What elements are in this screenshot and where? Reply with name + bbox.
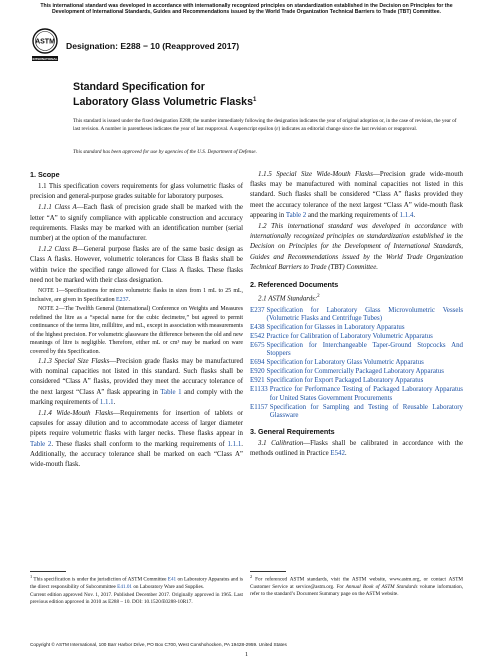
ref-code[interactable]: E1157 <box>250 403 268 411</box>
link-1-1-1[interactable]: 1.1.1 <box>227 440 242 448</box>
ref-item[interactable] <box>250 404 463 421</box>
footnote-1-para-2: Current edition approved Nov. 1, 2017. Published December 2017. Originally approved in 1965. Last previous edition approved in 2010 as E288 – 10. DOI: 10.1520/E0288-10R17. <box>30 592 243 605</box>
astm-logo-icon <box>30 28 60 68</box>
logo-subtext: INTERNATIONAL <box>32 57 58 61</box>
top-notice: This international standard was developed in accordance with internationally recognized principles on standardization established in the Decision on Principles for the Development of International Standards, Guides and Recommendations issued by the World Trade Organization Technical Barriers to Trade (TBT) Committee. <box>40 3 453 16</box>
title-main: Laboratory Glass Volumetric Flasks <box>73 95 253 108</box>
para-1-1-3-label: 1.1.3 Special Size Flasks <box>38 358 110 366</box>
para-1-1-3-text-b: and comply with the marking requirements of <box>30 388 243 406</box>
link-1-1-4[interactable]: 1.1.4 <box>399 211 414 219</box>
ref-item[interactable] <box>250 377 463 385</box>
para-1-1-2-label: 1.1.2 Class B <box>38 246 77 254</box>
para-1-1-1 <box>30 203 243 244</box>
ref-title[interactable]: Specification for Sampling and Testing of Reusable Laboratory Glassware <box>269 403 463 420</box>
astm-standards-footnote-mark: 2 <box>317 294 320 300</box>
footnote-divider-right <box>250 571 286 572</box>
para-1-1-5-text-a: —Precision grade wide-mouth flasks may be manufactured with nominal capacities not listed in this standard. Such flasks shall be considered “Class A” flasks provided they meet the accuracy tolerance of the next largest “Class A” wide-mouth flask appearing in <box>250 171 463 219</box>
left-column <box>30 170 243 471</box>
page-number: 1 <box>244 651 249 658</box>
link-table-1[interactable]: Table 1 <box>160 388 182 396</box>
ref-code[interactable]: E694 <box>250 359 265 367</box>
astm-logo <box>30 28 60 68</box>
para-1-1-2-text: —General purpose flasks are of the same basic design as Class A flasks. However, volumetric tolerances for Class B flasks shall be within twice the specified range allowed for Class A flasks. These flasks need not be marked with their class designation. <box>30 246 243 284</box>
para-1-1-4 <box>30 409 243 470</box>
ref-item[interactable] <box>250 386 463 403</box>
note-1-text: NOTE 1—Specifications for micro volumetric flasks in sizes from 1 mL to 25 mL, inclusive, are given in Specification <box>30 288 243 303</box>
section-heading-referenced-documents: 2. Referenced Documents <box>250 280 339 290</box>
note-2: NOTE 2—The Twelfth General (International) Conference on Weights and Measures redefined the litre as a “special name for the cubic decimetre,” but agreed to permit continuance of the terms litre, millilitre, and mL, except in association with measurements of the highest precision. For volumetric glassware the difference between the old and new meanings of litre is negligible. Therefore, either mL or cm³ may be marked on ware covered by this Specification. <box>30 306 243 355</box>
ref-code[interactable]: E542 <box>250 332 265 340</box>
footnote-1 <box>30 574 243 607</box>
footnote-2-text-a: For referenced ASTM standards, visit the ASTM website, www.astm.org, or contact ASTM Customer Service at service@astm.org. For <box>250 576 463 590</box>
footnote-1-text-a: This specification is under the jurisdiction of ASTM Committee <box>32 576 168 583</box>
footnote-1-text-c: on Laboratory Ware and Supplies. <box>132 583 205 590</box>
ref-title[interactable]: Specification for Laboratory Glass Microvolumetric Vessels (Volumetric Flasks and Centrifuge Tubes) <box>266 306 463 322</box>
ref-item[interactable] <box>250 368 463 376</box>
note-1-link-e237[interactable]: E237 <box>116 296 129 303</box>
ref-title[interactable]: Specification for Laboratory Glass Volumetric Apparatus <box>266 359 424 367</box>
para-3-1-label: 3.1 Calibration <box>258 439 304 447</box>
ref-code[interactable]: E1133 <box>250 386 268 394</box>
para-1-1-3-text-a: —Precision grade flasks may be manufactured with nominal capacities not listed in this standard. Such flasks shall be considered “Class A” flasks, provided they meet the accuracy tolerance of the next largest “Class A” flask appearing in <box>30 358 243 396</box>
footnote-2-para <box>250 574 463 597</box>
title-line-2 <box>73 94 256 109</box>
para-1-1-4-text-b: . These flasks shall conform to the marking requirements of <box>51 440 228 448</box>
ref-title[interactable]: Specification for Export Packaged Laboratory Apparatus <box>266 377 424 385</box>
referenced-standards-list <box>250 307 463 421</box>
ref-item[interactable] <box>250 359 463 367</box>
astm-standards-label: 2.1 ASTM Standards: <box>258 295 318 303</box>
note-1 <box>30 287 243 304</box>
link-e41-01[interactable]: E41.01 <box>117 583 133 590</box>
para-3-1-end: . <box>344 449 347 457</box>
ref-code[interactable]: E438 <box>250 323 265 331</box>
para-1-1-5-label: 1.1.5 Special Size Wide-Mouth Flasks <box>258 171 373 178</box>
astm-standards-subheading <box>250 292 463 305</box>
link-table-2[interactable]: Table 2 <box>285 211 307 219</box>
ref-item[interactable] <box>250 342 463 359</box>
para-1-1-5-text-b: and the marking requirements of <box>306 211 400 219</box>
ref-title[interactable]: Practice for Calibration of Laboratory Volumetric Apparatus <box>266 332 433 340</box>
para-1-2: 1.2 This international standard was developed in accordance with internationally recognized principles on standardization established in the Decision on Principles for the Development of International Standards, Guides and Recommendations issued by the World Trade Organization Technical Barriers to Trade (TBT) Committee. <box>250 223 463 271</box>
link-table-2[interactable]: Table 2 <box>30 440 52 448</box>
ref-code[interactable]: E921 <box>250 377 265 385</box>
document-title <box>73 81 256 108</box>
footnote-1-para-1 <box>30 574 243 591</box>
ref-code[interactable]: E237 <box>250 306 265 314</box>
para-3-1 <box>250 439 463 459</box>
section-heading-general-requirements: 3. General Requirements <box>250 426 335 436</box>
para-1-1-5 <box>250 170 463 221</box>
para-1-1-3 <box>30 357 243 408</box>
para-1-1-4-label: 1.1.4 Wide-Mouth Flasks <box>38 410 114 418</box>
footnote-divider-left <box>30 571 66 572</box>
ref-title[interactable]: Practice for Performance Testing of Packaged Laboratory Apparatus for United States Government Procurements <box>269 386 463 402</box>
para-1-1-4-text-c: . Additionally, the accuracy tolerance shall be marked on each “Class A” wide-mouth flask. <box>30 440 243 469</box>
para-1-1-1-text: —Each flask of precision grade shall be marked with the letter “A” to signify compliance with applicable construction and accuracy requirements. Flasks may be marked with an identification number (serial number) at the option of the manufacturer. <box>30 204 243 243</box>
para-3-1-text: —Flasks shall be calibrated in accordance with the methods outlined in Practice <box>250 439 463 457</box>
footnote-1-mark: 1 <box>30 574 33 579</box>
ref-item[interactable] <box>250 324 463 332</box>
para-1-1-5-end: . <box>413 211 416 219</box>
para-1-1-2 <box>30 245 243 286</box>
logo-text: ASTM <box>35 38 55 46</box>
ref-title[interactable]: Specification for Interchangeable Taper-Ground Stopcocks And Stoppers <box>266 341 463 358</box>
para-1-1-1-label: 1.1.1 Class A <box>38 204 77 212</box>
link-e542[interactable]: E542 <box>330 449 345 457</box>
ref-title[interactable]: Specification for Commercially Packaged Laboratory Apparatus <box>266 368 444 376</box>
para-1-1-3-end: . <box>113 398 116 406</box>
section-heading-scope: 1. Scope <box>30 170 60 179</box>
ref-title[interactable]: Specification for Glasses in Laboratory Apparatus <box>266 323 405 331</box>
footnote-2-italic: Annual Book of ASTM Standards <box>345 583 418 590</box>
designation: Designation: E288 − 10 (Reapproved 2017) <box>66 41 240 51</box>
footnote-2-mark: 2 <box>250 574 253 579</box>
title-line-1: Standard Specification for <box>73 81 205 93</box>
right-column <box>250 170 463 460</box>
ref-item[interactable] <box>250 307 463 324</box>
approved-note: This standard has been approved for use by agencies of the U.S. Department of Defense. <box>73 149 257 155</box>
para-1-1: 1.1 This specification covers requirements for glass volumetric flasks of precision and general-purpose grades suitable for laboratory purposes. <box>30 183 243 201</box>
link-1-1-1[interactable]: 1.1.1 <box>99 398 114 406</box>
title-footnote-mark: 1 <box>252 96 257 103</box>
copyright-line: Copyright © ASTM International, 100 Barr Harbor Drive, PO Box C700, West Conshohocken, PA 19428-2959. United States <box>30 642 287 647</box>
note-1-end: . <box>128 296 130 303</box>
ref-code[interactable]: E920 <box>250 368 265 376</box>
issued-note: This standard is issued under the fixed designation E288; the number immediately following the designation indicates the year of original adoption or, in the case of revision, the year of last revision. A number in parentheses indicates the year of last reapproval. A superscript epsilon (ε) indicates an editorial change since the last revision or reapproval. <box>73 118 457 132</box>
ref-code[interactable]: E675 <box>250 341 265 349</box>
footnote-2 <box>250 574 463 599</box>
link-e41[interactable]: E41 <box>167 576 177 583</box>
footnote-2-text-b: volume information, refer to the standard’s Document Summary page on the ASTM website. <box>250 583 464 597</box>
ref-item[interactable] <box>250 333 463 341</box>
footnote-1-text-b: on Laboratory Apparatus and is the direct responsibility of Subcommittee <box>30 576 243 590</box>
para-1-1-4-text-a: —Requirements for insertion of tablets or capsules for assay dilution and to accommodate access of larger diameter pipets require volumetric flasks with larger necks. These flasks appear in <box>30 410 243 438</box>
